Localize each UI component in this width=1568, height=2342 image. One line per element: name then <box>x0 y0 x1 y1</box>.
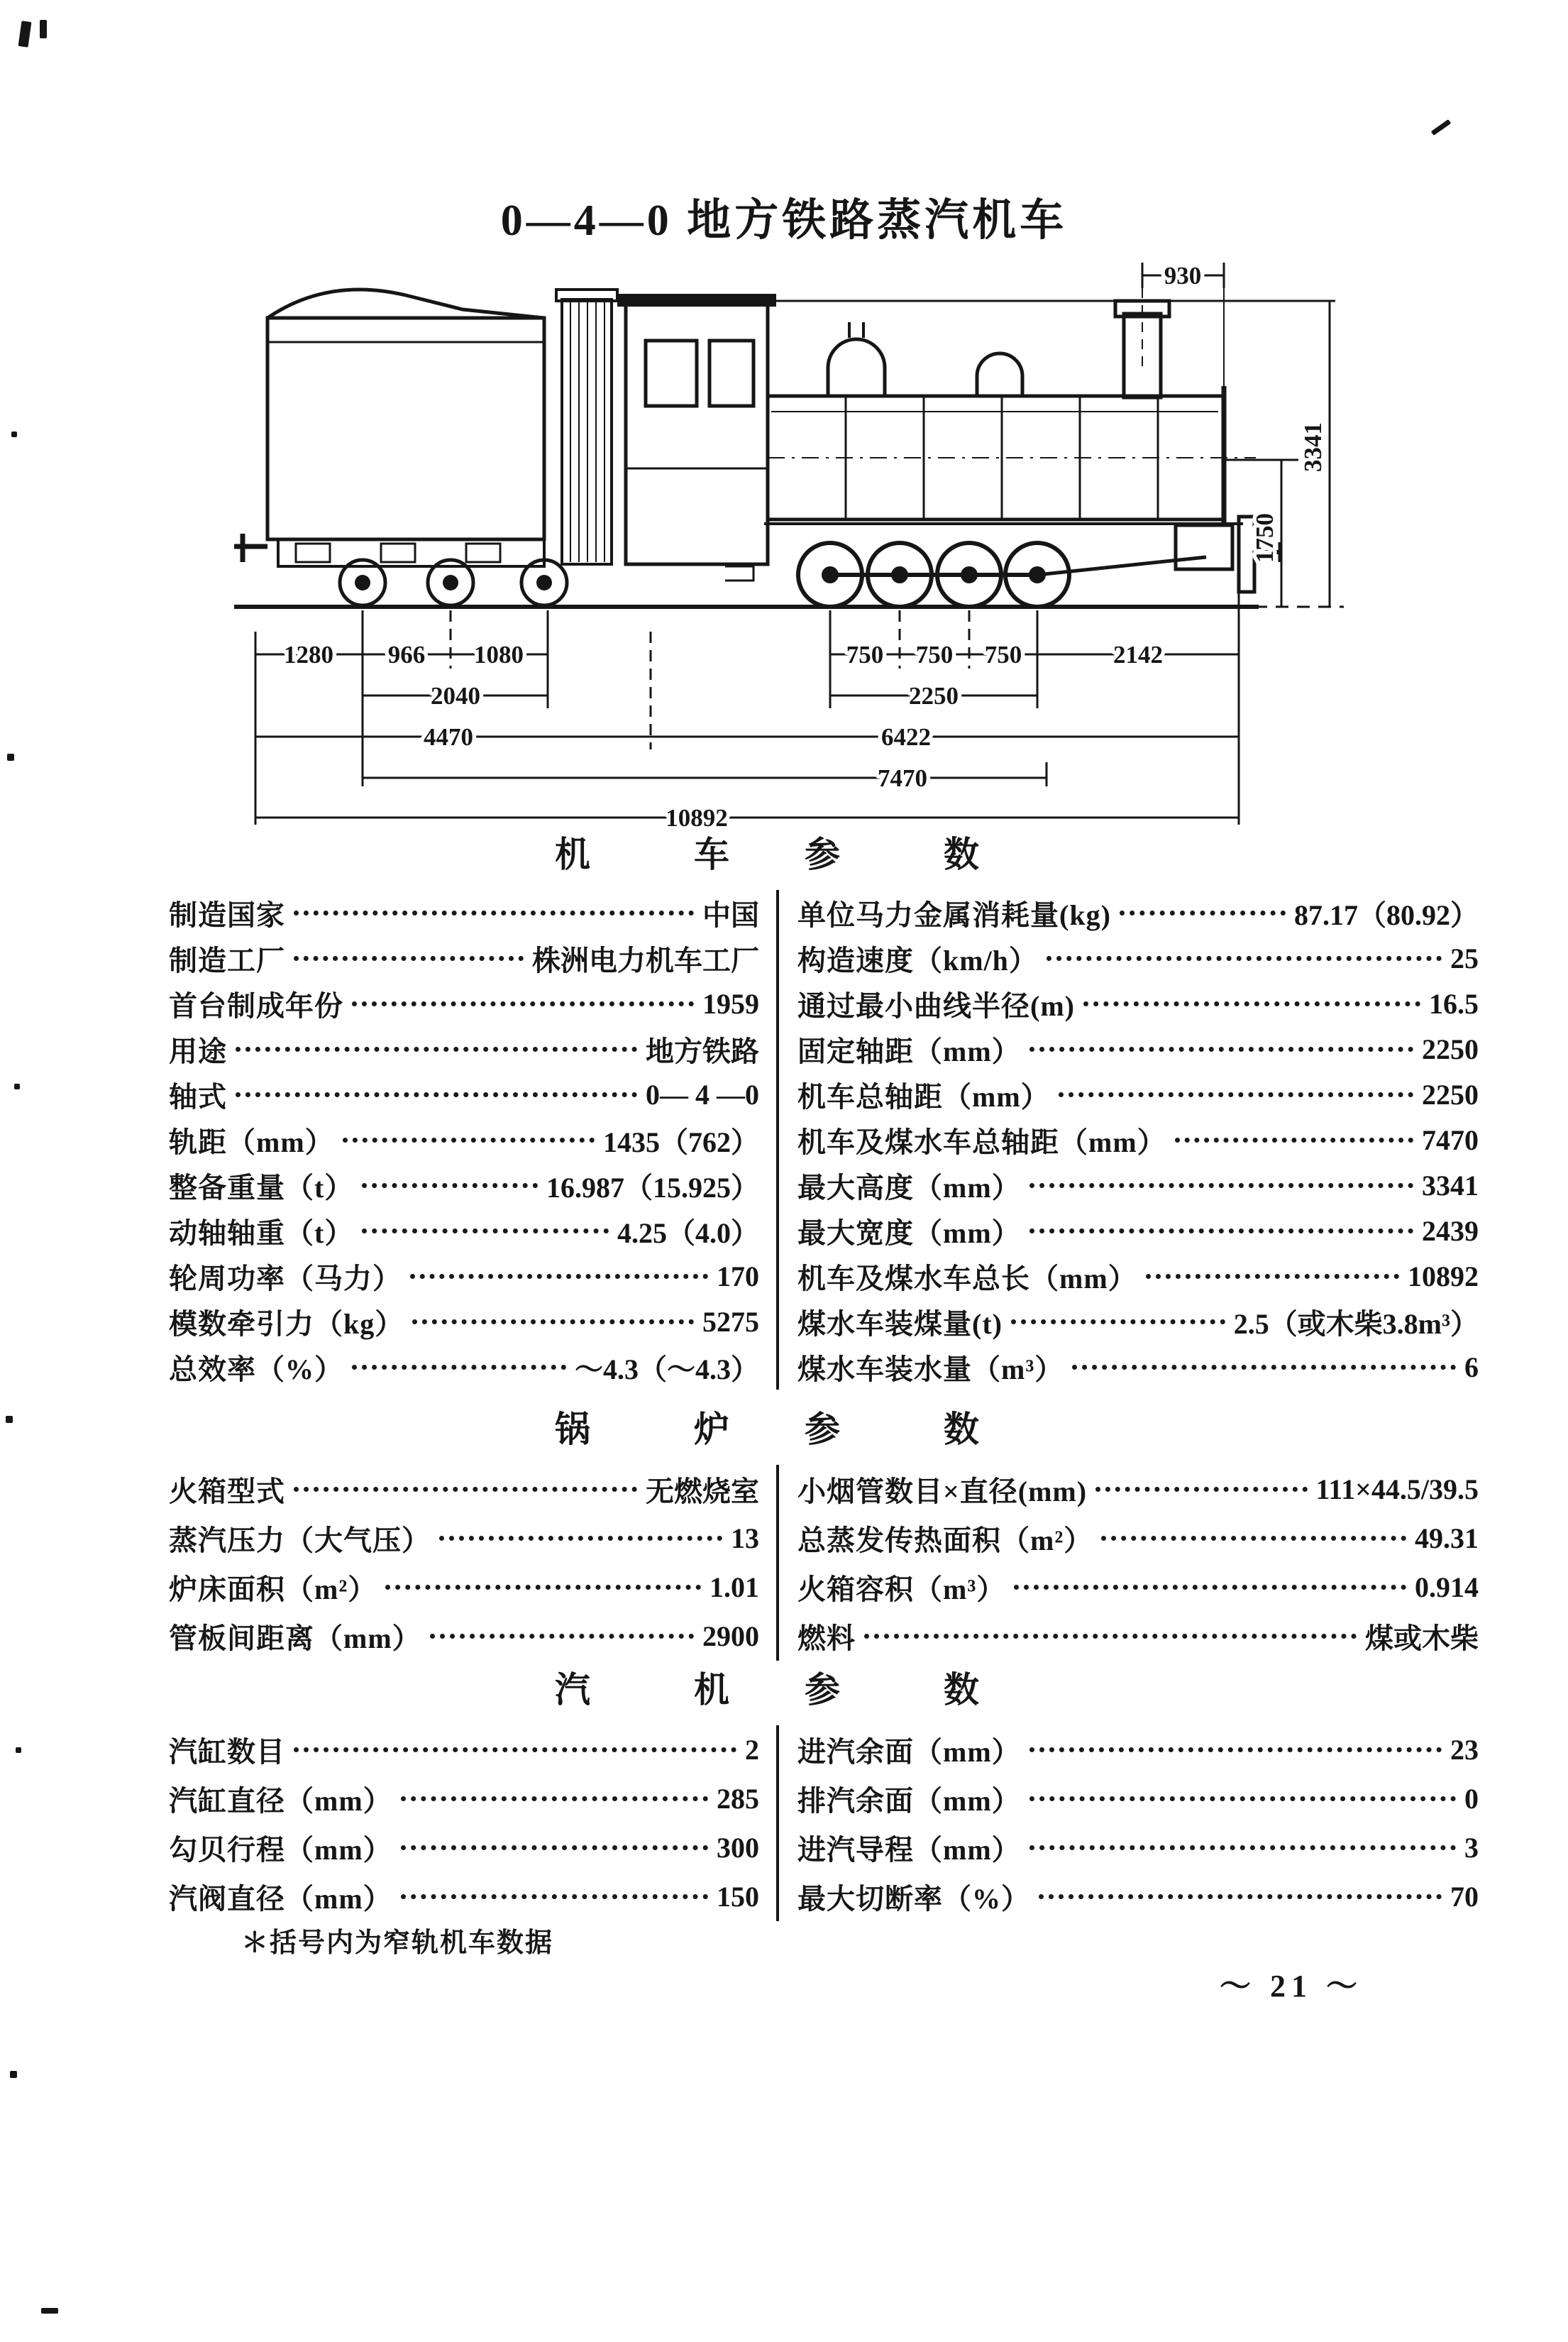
dotted-leader <box>294 911 694 916</box>
spec-row <box>169 1823 759 1872</box>
spec-row <box>797 1072 1479 1117</box>
bunker-column <box>556 290 617 564</box>
section-boiler-params <box>0 1404 1568 1661</box>
dim-2142: 2142 <box>1113 641 1163 669</box>
spec-value: 285 <box>717 1783 759 1815</box>
spec-label: 制造工厂 <box>169 944 285 977</box>
spec-label: 整备重量（t） <box>169 1171 354 1204</box>
dotted-leader <box>1072 1365 1456 1370</box>
scan-speck <box>1431 119 1452 136</box>
dotted-leader <box>1095 1487 1307 1492</box>
dotted-leader <box>412 1319 694 1324</box>
spec-label: 总效率（%） <box>169 1353 343 1385</box>
section-title-left: 锅 炉 <box>555 1409 763 1449</box>
dotted-leader <box>352 1365 566 1370</box>
locomotive-diagram <box>228 234 1349 834</box>
spec-row <box>169 1208 759 1253</box>
scan-speck <box>7 754 14 761</box>
spec-row <box>169 1872 759 1921</box>
spec-value: 49.31 <box>1415 1522 1479 1554</box>
section-locomotive-params <box>0 829 1568 1390</box>
spec-row <box>797 890 1479 935</box>
spec-value: 2439 <box>1422 1214 1479 1247</box>
spec-label: 机车及煤水车总长（mm） <box>797 1262 1137 1294</box>
spec-label: 总蒸发传热面积（m²） <box>797 1524 1093 1556</box>
dotted-leader <box>294 956 524 961</box>
footnote: ＊括号内为窄轨机车数据 <box>241 1928 554 1958</box>
right-column <box>776 1465 1479 1661</box>
page-title: 0—4—0 地方铁路蒸汽机车 <box>500 196 1068 245</box>
spec-row <box>797 935 1479 981</box>
spec-label: 汽缸直径（mm） <box>169 1785 392 1817</box>
spec-label: 用途 <box>169 1035 227 1067</box>
dim-4470: 4470 <box>424 723 473 751</box>
page-number: ～ 21 ～ <box>1220 1969 1363 2003</box>
spec-label: 小烟管数目×直径(mm) <box>797 1475 1088 1507</box>
spec-row <box>169 1072 759 1117</box>
spec-label: 汽缸数目 <box>169 1736 285 1768</box>
dotted-leader <box>362 1183 538 1188</box>
dotted-leader <box>1039 1894 1442 1899</box>
dotted-leader <box>410 1274 708 1279</box>
dim-1080: 1080 <box>474 641 524 669</box>
dotted-leader <box>294 1487 637 1492</box>
dotted-leader <box>401 1894 708 1899</box>
spec-label: 通过最小曲线半径(m) <box>797 989 1075 1022</box>
dim-930: 930 <box>1164 262 1202 290</box>
spec-row <box>169 1563 759 1612</box>
dim-1750: 1750 <box>1251 513 1279 563</box>
spec-row <box>797 1823 1479 1872</box>
spec-label: 制造国家 <box>169 898 285 931</box>
spec-value: 150 <box>717 1881 759 1913</box>
section-title-left: 机 车 <box>555 835 763 874</box>
spec-label: 模数牵引力（kg） <box>169 1307 404 1340</box>
spec-label: 排汽余面（mm） <box>797 1785 1021 1817</box>
spec-row <box>797 1208 1479 1253</box>
dotted-leader <box>1029 1228 1413 1233</box>
spec-row <box>797 1253 1479 1299</box>
dotted-leader <box>439 1536 722 1541</box>
dim-2250: 2250 <box>909 682 959 710</box>
spec-label: 勾贝行程（mm） <box>169 1834 392 1866</box>
dim-10892: 10892 <box>666 804 728 832</box>
spec-value: 2.5（或木柴3.8m³） <box>1233 1307 1479 1340</box>
dotted-leader <box>1101 1536 1406 1541</box>
left-column <box>169 1725 759 1921</box>
spec-value: 6 <box>1464 1351 1479 1383</box>
spec-value: 0— 4 —0 <box>646 1078 759 1111</box>
spec-label: 单位马力金属消耗量(kg) <box>797 898 1111 931</box>
spec-row <box>797 1344 1479 1390</box>
dotted-leader <box>1146 1274 1399 1279</box>
scan-speck <box>40 20 47 38</box>
spec-row <box>797 1872 1479 1921</box>
steam-cylinder <box>1176 525 1232 569</box>
spec-label: 首台制成年份 <box>169 989 343 1022</box>
spec-label: 炉床面积（m²） <box>169 1573 377 1605</box>
spec-value: 无燃烧室 <box>646 1475 759 1507</box>
spec-value: 地方铁路 <box>646 1035 759 1067</box>
right-column <box>776 1725 1479 1921</box>
dim-6422: 6422 <box>881 723 931 751</box>
dotted-leader <box>401 1845 708 1850</box>
spec-value: 111×44.5/39.5 <box>1315 1473 1479 1505</box>
locomotive-drawing <box>228 234 1349 834</box>
driving-wheels <box>798 543 1206 607</box>
spec-value: 13 <box>731 1522 759 1554</box>
spec-label: 管板间距离（mm） <box>169 1622 421 1654</box>
dim-3341: 3341 <box>1299 422 1327 472</box>
spec-value: 23 <box>1450 1734 1479 1766</box>
section-title <box>0 829 1568 880</box>
spec-value: 300 <box>717 1832 759 1864</box>
left-column <box>169 890 759 1390</box>
spec-row <box>797 1465 1479 1514</box>
spec-value: 2900 <box>702 1620 759 1652</box>
spec-value: 4.25（4.0） <box>617 1216 759 1249</box>
spec-label: 蒸汽压力（大气压） <box>169 1524 431 1556</box>
spec-value: 87.17（80.92） <box>1294 898 1479 931</box>
spec-value: 2 <box>745 1734 759 1766</box>
scan-speck <box>41 2308 58 2314</box>
dim-750-1: 750 <box>846 641 884 669</box>
spec-value: 10892 <box>1408 1260 1479 1292</box>
spec-label: 最大宽度（mm） <box>797 1216 1021 1249</box>
spec-row <box>169 890 759 935</box>
spec-label: 构造速度（km/h） <box>797 944 1038 977</box>
dotted-leader <box>1029 1845 1456 1850</box>
spec-value: 2250 <box>1422 1078 1479 1111</box>
spec-value: 170 <box>717 1260 759 1292</box>
spec-row <box>797 1612 1479 1661</box>
dotted-leader <box>236 1092 637 1097</box>
spec-label: 火箱容积（m³） <box>797 1573 1006 1605</box>
spec-value: 5275 <box>702 1305 759 1338</box>
spec-label: 火箱型式 <box>169 1475 285 1507</box>
dotted-leader <box>1014 1585 1406 1590</box>
dim-2040: 2040 <box>431 682 480 710</box>
dotted-leader <box>1011 1319 1225 1324</box>
scan-speck <box>10 2071 17 2078</box>
spec-row <box>169 1612 759 1661</box>
spec-row <box>797 1563 1479 1612</box>
spec-value: 株洲电力机车工厂 <box>532 944 759 977</box>
scan-speck <box>11 431 17 437</box>
spec-label: 煤水车装水量（m³） <box>797 1353 1064 1385</box>
spec-value: 1.01 <box>710 1571 759 1603</box>
dotted-leader <box>1083 1001 1420 1006</box>
spec-row <box>797 1162 1479 1208</box>
spec-value: 2250 <box>1422 1033 1479 1065</box>
spec-value: 中国 <box>702 898 759 931</box>
dim-750-3: 750 <box>984 641 1022 669</box>
spec-label: 煤水车装煤量(t) <box>797 1307 1003 1340</box>
spec-label: 轴式 <box>169 1080 227 1113</box>
section-title-left: 汽 机 <box>555 1670 763 1710</box>
left-column <box>169 1465 759 1661</box>
spec-row <box>797 981 1479 1026</box>
spec-label: 机车及煤水车总轴距（mm） <box>797 1126 1166 1158</box>
spec-row <box>169 1026 759 1072</box>
spec-row <box>169 1117 759 1162</box>
spec-row <box>169 1514 759 1563</box>
dotted-leader <box>1029 1047 1413 1052</box>
dotted-leader <box>1120 911 1286 916</box>
spec-row <box>169 1162 759 1208</box>
dotted-leader <box>352 1001 694 1006</box>
dim-1280: 1280 <box>284 641 333 669</box>
spec-label: 汽阀直径（mm） <box>169 1883 392 1915</box>
spec-label: 进汽导程（mm） <box>797 1834 1021 1866</box>
section-title-right: 参 数 <box>805 835 1013 874</box>
spec-value: 16.5 <box>1429 987 1479 1020</box>
spec-value: 0.914 <box>1415 1571 1479 1603</box>
spec-row <box>797 1514 1479 1563</box>
dotted-leader <box>1047 956 1442 961</box>
section-title <box>0 1664 1568 1715</box>
spec-label: 最大切断率（%） <box>797 1883 1030 1915</box>
dim-966: 966 <box>387 641 426 669</box>
dotted-leader <box>430 1634 694 1639</box>
spec-row <box>169 981 759 1026</box>
spec-row <box>169 1774 759 1823</box>
spec-label: 机车总轴距（mm） <box>797 1080 1050 1113</box>
section-title <box>0 1404 1568 1455</box>
spec-row <box>797 1117 1479 1162</box>
dotted-leader <box>294 1747 736 1752</box>
dotted-leader <box>1059 1092 1413 1097</box>
spec-label: 轮周功率（马力） <box>169 1262 402 1294</box>
scan-speck <box>18 21 32 48</box>
spec-value: 1959 <box>702 987 759 1020</box>
spec-row <box>169 1344 759 1390</box>
spec-row <box>169 935 759 981</box>
spec-label: 最大高度（mm） <box>797 1171 1021 1204</box>
dotted-leader <box>385 1585 701 1590</box>
spec-row <box>169 1299 759 1344</box>
right-column <box>776 890 1479 1390</box>
spec-label: 轨距（mm） <box>169 1126 334 1158</box>
dotted-leader <box>1029 1796 1456 1801</box>
dotted-leader <box>401 1796 708 1801</box>
section-title-right: 参 数 <box>805 1670 1013 1710</box>
section-title-right: 参 数 <box>805 1409 1013 1449</box>
spec-value: ～4.3（～4.3） <box>575 1353 759 1385</box>
spec-row <box>169 1725 759 1774</box>
dotted-leader <box>236 1047 637 1052</box>
section-engine-params <box>0 1664 1568 1921</box>
spec-row <box>797 1725 1479 1774</box>
spec-label: 动轴轴重（t） <box>169 1216 354 1249</box>
spec-value: 0 <box>1464 1783 1479 1815</box>
spec-row <box>797 1774 1479 1823</box>
tender <box>234 290 567 605</box>
spec-value: 7470 <box>1422 1123 1479 1156</box>
dotted-leader <box>1029 1747 1442 1752</box>
cab <box>617 294 776 581</box>
spec-label: 燃料 <box>797 1622 856 1654</box>
spec-value: 煤或木柴 <box>1365 1622 1479 1654</box>
dim-750-2: 750 <box>915 641 954 669</box>
spec-value: 16.987（15.925） <box>546 1171 759 1204</box>
spec-row <box>169 1253 759 1299</box>
spec-value: 70 <box>1450 1881 1479 1913</box>
dimension-lines <box>255 262 1330 832</box>
dotted-leader <box>1175 1138 1413 1143</box>
spec-label: 固定轴距（mm） <box>797 1035 1021 1067</box>
spec-value: 3341 <box>1422 1169 1479 1202</box>
dotted-leader <box>343 1138 595 1143</box>
dim-7470: 7470 <box>878 764 927 792</box>
spec-label: 进汽余面（mm） <box>797 1736 1021 1768</box>
spec-row <box>797 1026 1479 1072</box>
dotted-leader <box>864 1634 1357 1639</box>
spec-row <box>169 1465 759 1514</box>
dotted-leader <box>362 1228 609 1233</box>
spec-value: 1435（762） <box>603 1126 759 1158</box>
main-rod <box>1037 557 1206 575</box>
spec-value: 3 <box>1464 1832 1479 1864</box>
spec-row <box>797 1299 1479 1344</box>
spec-value: 25 <box>1450 942 1479 974</box>
dotted-leader <box>1029 1183 1413 1188</box>
